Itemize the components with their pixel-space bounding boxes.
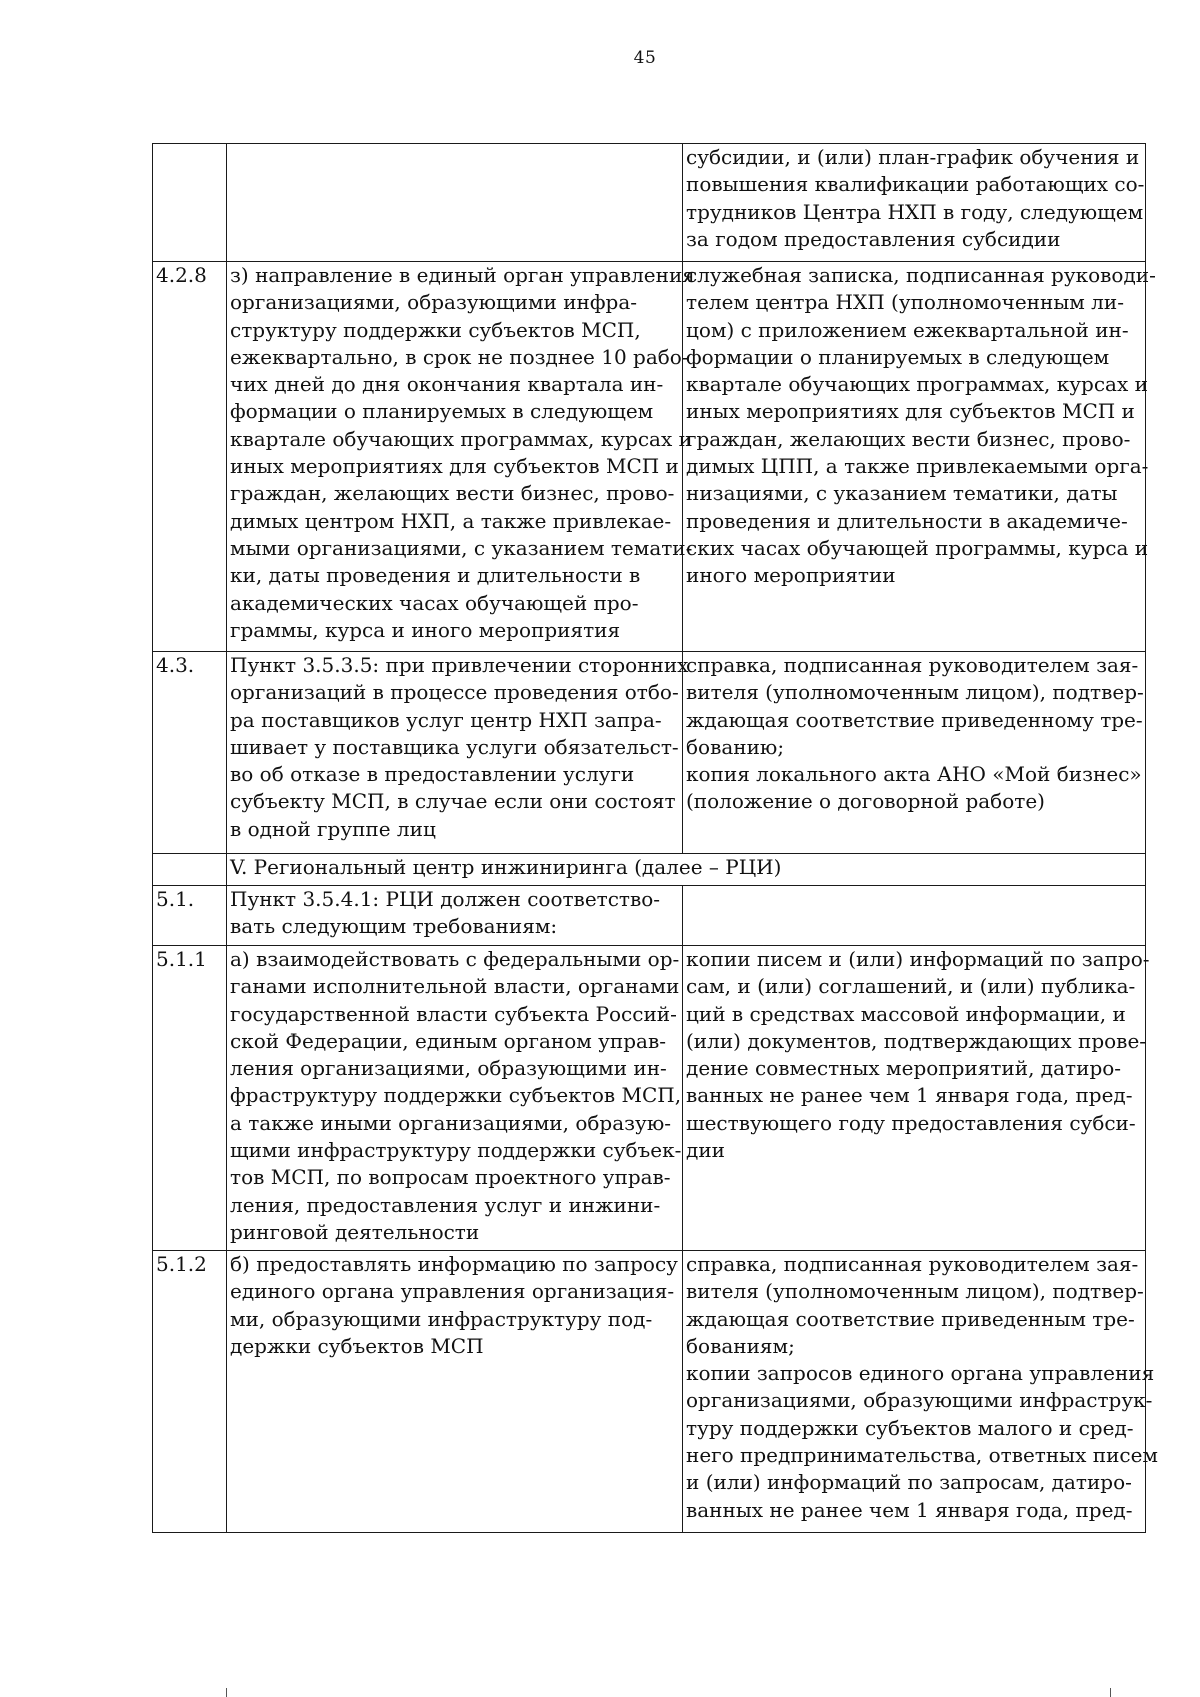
text-line: единого органа управления организация- <box>230 1279 675 1304</box>
text-line: ванных не ранее чем 1 января года, пред- <box>686 1497 1133 1522</box>
text-line: туру поддержки субъектов малого и сред- <box>686 1415 1134 1440</box>
text-line: дение совместных мероприятий, датиро- <box>686 1056 1122 1081</box>
text-line: повышения квалификации работающих со- <box>686 172 1145 197</box>
text-line: копия локального акта АНО «Мой бизнес» <box>686 762 1142 787</box>
text-line: бованиям; <box>686 1333 795 1358</box>
text-line: ских часах обучающей программы, курса и <box>686 535 1149 560</box>
text-line: ринговой деятельности <box>230 1219 480 1244</box>
text-line: него предпринимательства, ответных писем <box>686 1443 1158 1468</box>
text-line: Пункт 3.5.3.5: при привлечении сторонних <box>230 653 689 677</box>
text-line: ждающая соответствие приведенным тре- <box>686 1306 1135 1331</box>
page-number: 45 <box>633 48 657 68</box>
text-line: квартале обучающих программах, курсах и <box>230 426 692 451</box>
text-line: шествующего году предоставления субси- <box>686 1110 1136 1135</box>
text-line: б) предоставлять информацию по запросу <box>230 1252 678 1276</box>
text-line: структуру поддержки субъектов МСП, <box>230 317 641 342</box>
text-line: димых центром НХП, а также привлекае- <box>230 508 672 533</box>
section-title: V. Региональный центр инжиниринга (далее – РЦИ) <box>227 854 1146 886</box>
table-row <box>153 652 1146 854</box>
text-line: иных мероприятиях для субъектов МСП и <box>230 454 679 479</box>
text-line: иного мероприятии <box>686 563 896 588</box>
text-line: мыми организациями, с указанием темати- <box>230 535 693 560</box>
item-number: 5.1. <box>153 886 227 946</box>
text-line: копии писем и (или) информаций по запро- <box>686 947 1150 971</box>
table-row <box>153 946 1146 1251</box>
text-line: ления, предоставления услуг и инжини- <box>230 1192 661 1217</box>
requirement-cell <box>227 262 695 652</box>
text-line: проведения и длительности в академиче- <box>686 508 1128 533</box>
item-number: 4.3. <box>153 652 227 854</box>
text-line: ра поставщиков услуг центр НХП запра- <box>230 707 662 732</box>
documents-cell <box>683 144 1146 262</box>
text-line: бованию; <box>686 734 785 759</box>
requirement-cell <box>227 652 689 854</box>
item-number: 5.1.1 <box>153 946 227 1251</box>
text-line: ежеквартально, в срок не позднее 10 рабо- <box>230 344 689 369</box>
text-line: субъекту МСП, в случае если они состоят <box>230 789 676 814</box>
text-line: организациями, образующими инфраструк- <box>686 1388 1153 1413</box>
text-line: копии запросов единого органа управления <box>686 1361 1155 1386</box>
text-line: ской Федерации, единым органом управ- <box>230 1028 666 1053</box>
requirements-table <box>152 143 1158 1533</box>
text-line: димых ЦПП, а также привлекаемыми орга- <box>686 454 1149 479</box>
text-line: академических часах обучающей про- <box>230 590 639 615</box>
item-number: 5.1.2 <box>153 1251 227 1533</box>
documents-cell <box>683 262 1156 652</box>
text-line: во об отказе в предоставлении услуги <box>230 762 635 787</box>
text-line: ждающая соответствие приведенному тре- <box>686 707 1143 732</box>
text-line: за годом предоставления субсидии <box>686 226 1061 251</box>
text-line: государственной власти субъекта Россий- <box>230 1001 677 1026</box>
table-row <box>153 144 1146 262</box>
text-line: и (или) информаций по запросам, датиро- <box>686 1470 1132 1495</box>
text-line: субсидии, и (или) план-график обучения и <box>686 145 1140 169</box>
text-line: организациями, образующими инфра- <box>230 290 638 315</box>
text-line: а) взаимодействовать с федеральными ор- <box>230 947 680 971</box>
scan-mark-left <box>226 1688 227 1697</box>
text-line: ки, даты проведения и длительности в <box>230 563 641 588</box>
section-row <box>153 854 1146 886</box>
text-line: держки субъектов МСП <box>230 1333 484 1358</box>
text-line: вителя (уполномоченным лицом), подтвер- <box>686 680 1144 705</box>
text-line: квартале обучающих программах, курсах и <box>686 372 1148 397</box>
text-line: цом) с приложением ежеквартальной ин- <box>686 317 1129 342</box>
text-line: трудников Центра НХП в году, следующем <box>686 199 1144 224</box>
text-line: чих дней до дня окончания квартала ин- <box>230 372 664 397</box>
requirement-cell <box>227 1251 683 1533</box>
scan-mark-right <box>1110 1688 1111 1697</box>
text-line: Пункт 3.5.4.1: РЦИ должен соответство- <box>230 887 661 911</box>
text-line: ления организациями, образующими ин- <box>230 1056 667 1081</box>
text-line: граждан, желающих вести бизнес, прово- <box>686 426 1131 451</box>
documents-cell <box>683 886 1146 946</box>
table-row <box>153 1251 1146 1533</box>
text-line: (положение о договорной работе) <box>686 789 1045 814</box>
text-line: справка, подписанная руководителем зая- <box>686 1252 1139 1276</box>
item-number: 4.2.8 <box>153 262 227 652</box>
text-line: (или) документов, подтверждающих прове- <box>686 1028 1147 1053</box>
documents-cell <box>683 946 1150 1251</box>
text-line: ми, образующими инфраструктуру под- <box>230 1306 653 1331</box>
documents-cell <box>683 1251 1158 1533</box>
text-line: дии <box>686 1138 725 1163</box>
text-line: граждан, желающих вести бизнес, прово- <box>230 481 675 506</box>
table-row <box>153 886 1146 946</box>
text-line: щими инфраструктуру поддержки субъек- <box>230 1138 682 1163</box>
text-line: ций в средствах массовой информации, и <box>686 1001 1126 1026</box>
text-line: сам, и (или) соглашений, и (или) публика- <box>686 974 1136 999</box>
text-line: иных мероприятиях для субъектов МСП и <box>686 399 1135 424</box>
text-line: справка, подписанная руководителем зая- <box>686 653 1139 677</box>
text-line: з) направление в единый орган управления <box>230 263 695 287</box>
section-number-cell <box>153 854 227 886</box>
text-line: ганами исполнительной власти, органами <box>230 974 680 999</box>
documents-cell <box>683 652 1146 854</box>
requirement-cell <box>227 886 683 946</box>
text-line: фраструктуру поддержки субъектов МСП, <box>230 1083 682 1108</box>
text-line: низациями, с указанием тематики, даты <box>686 481 1118 506</box>
text-line: в одной группе лиц <box>230 816 436 841</box>
text-line: вать следующим требованиям: <box>230 914 558 939</box>
requirement-cell <box>227 144 683 262</box>
text-line: телем центра НХП (уполномоченным ли- <box>686 290 1124 315</box>
text-line: граммы, курса и иного мероприятия <box>230 617 621 642</box>
requirement-cell <box>227 946 683 1251</box>
table-row <box>153 262 1146 652</box>
text-line: организаций в процессе проведения отбо- <box>230 680 679 705</box>
text-line: ванных не ранее чем 1 января года, пред- <box>686 1083 1133 1108</box>
text-line: вителя (уполномоченным лицом), подтвер- <box>686 1279 1144 1304</box>
text-line: тов МСП, по вопросам проектного управ- <box>230 1165 671 1190</box>
text-line: а также иными организациями, образую- <box>230 1110 671 1135</box>
text-line: формации о планируемых в следующем <box>230 399 654 424</box>
item-number <box>153 144 227 262</box>
text-line: служебная записка, подписанная руководи- <box>686 263 1156 287</box>
text-line: формации о планируемых в следующем <box>686 344 1110 369</box>
text-line: шивает у поставщика услуги обязательст- <box>230 734 679 759</box>
